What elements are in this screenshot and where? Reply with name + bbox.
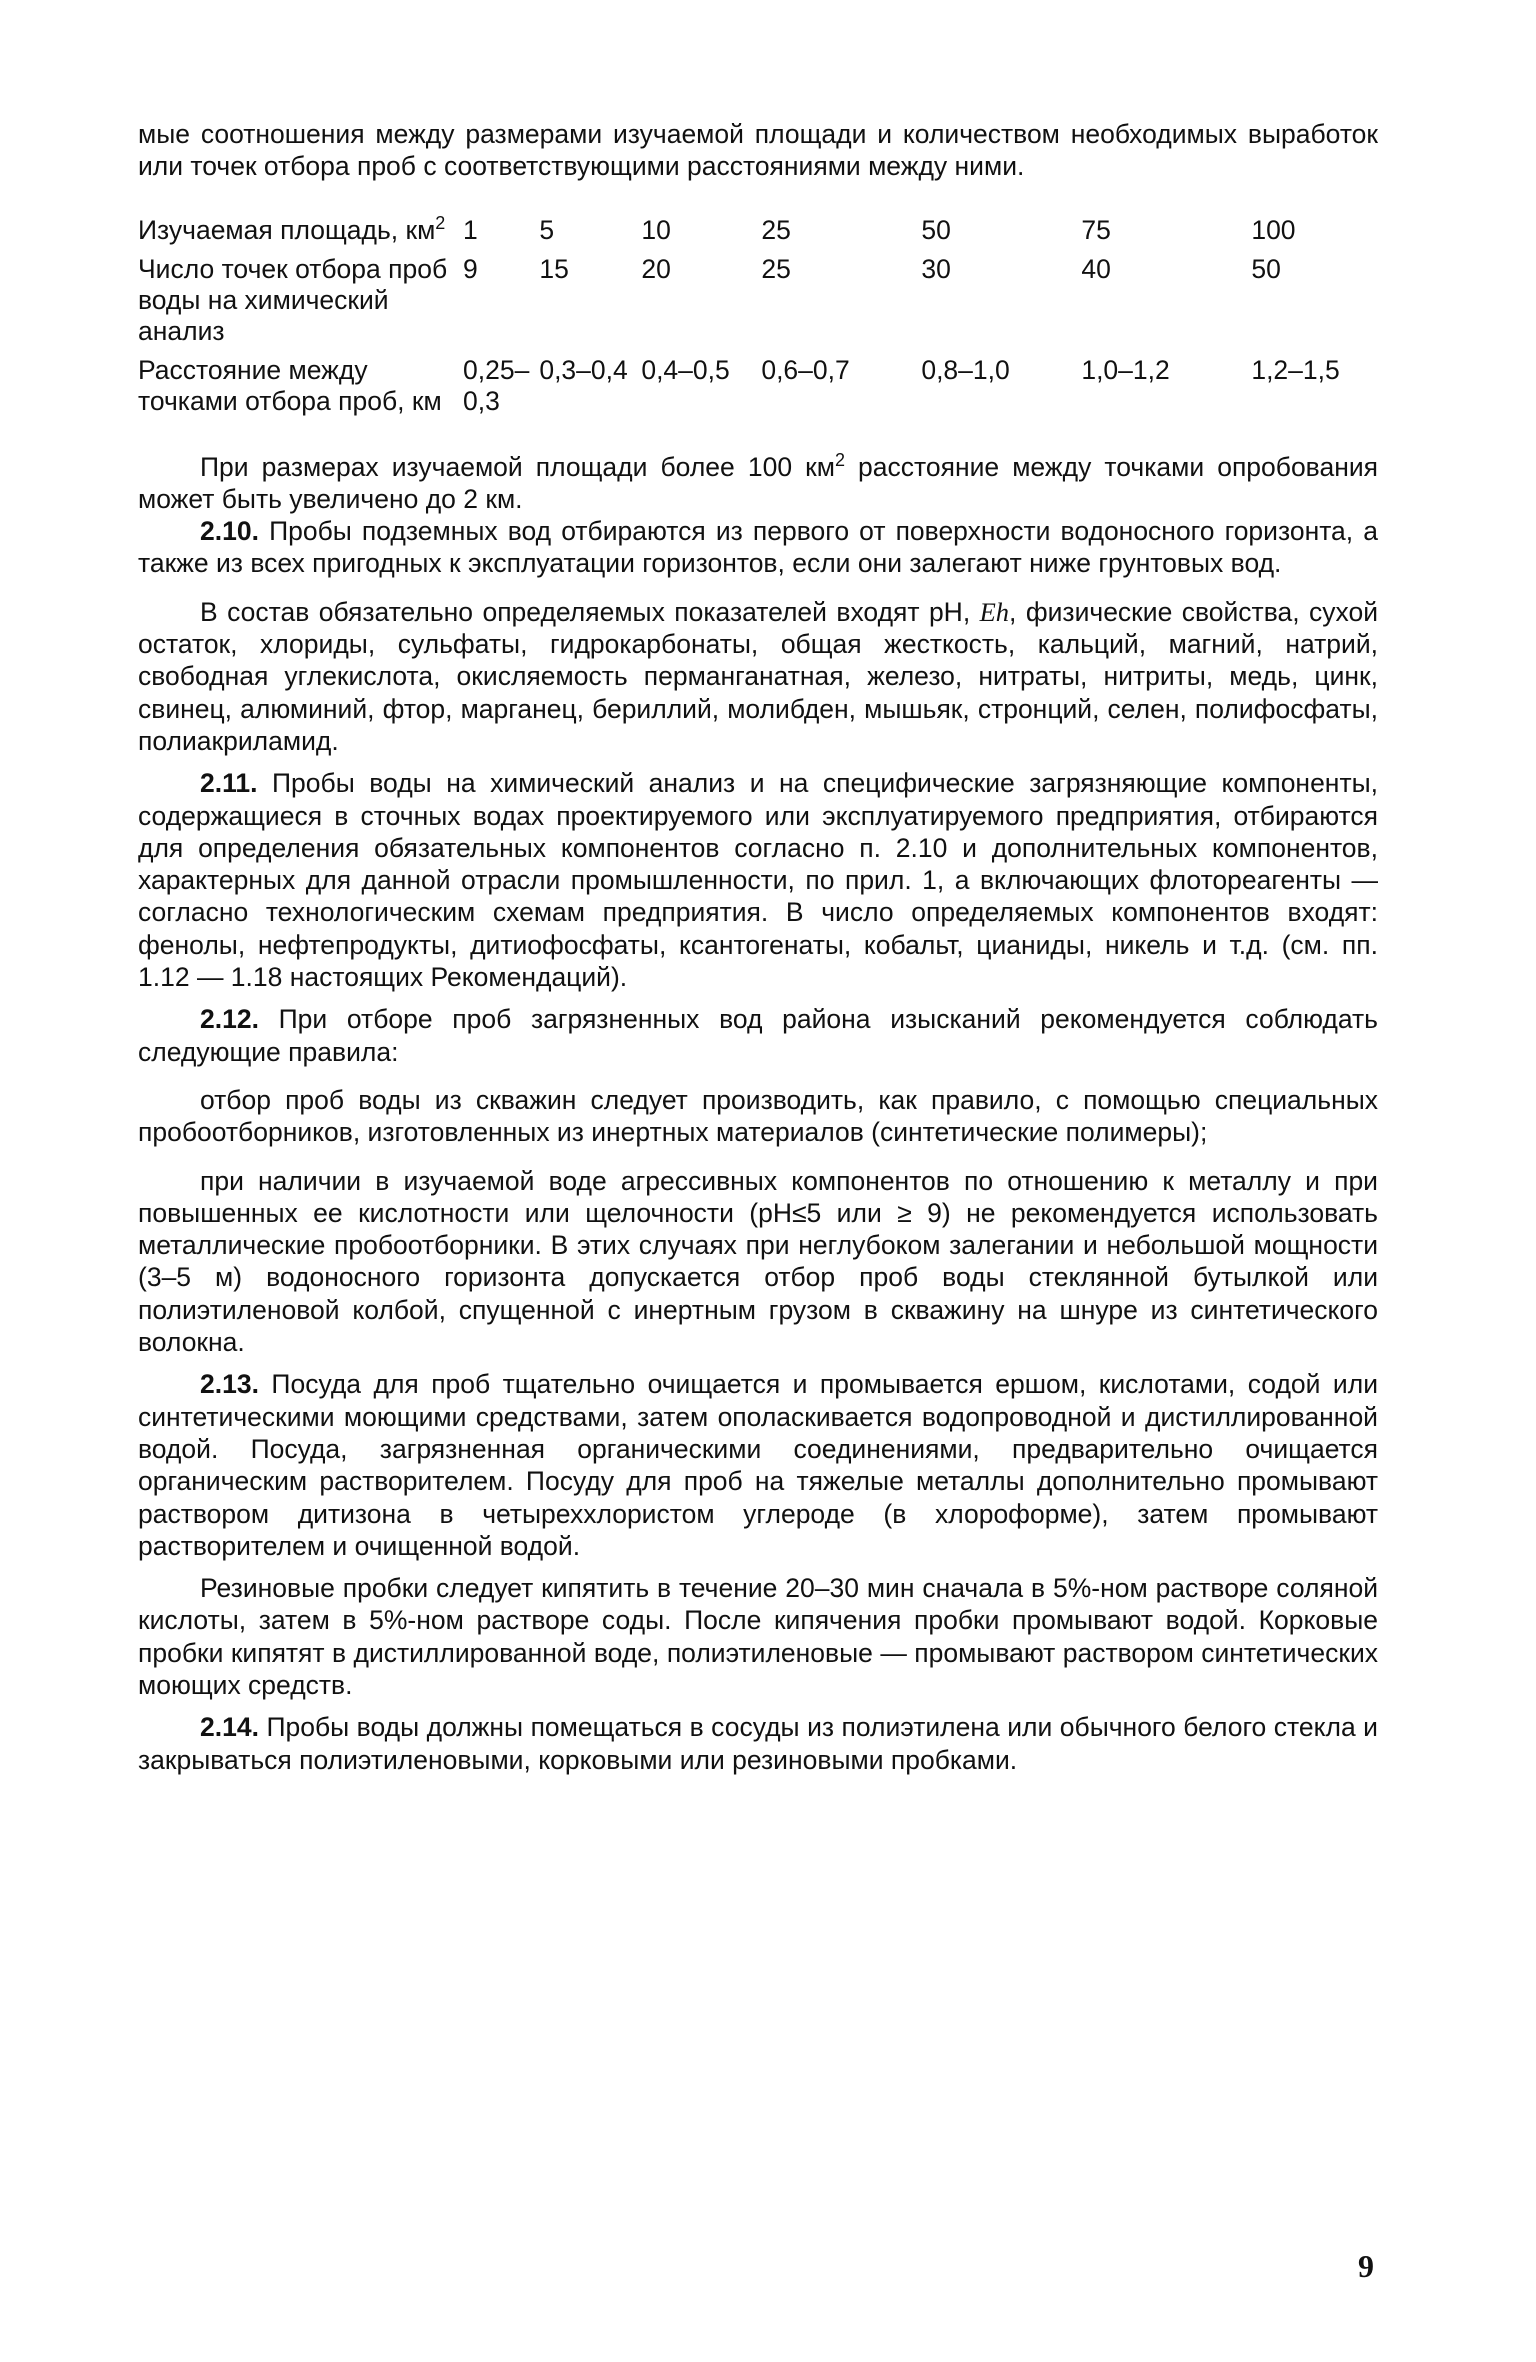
table-cell: 50	[1251, 253, 1281, 284]
section-number: 2.11.	[200, 768, 258, 799]
section-2-12: 2.12. При отборе проб загрязненных вод района изысканий рекомендуется соблюдать следующие правила:	[138, 1004, 1378, 1067]
table-cell: 1,0–1,2	[1081, 354, 1170, 385]
page-body	[138, 118, 1378, 1776]
intro-paragraph: мые соотношения между размерами изучаемой площади и количеством необходимых выработок или точек отбора проб с соответствующими расстояниями между ними.	[138, 119, 1378, 182]
paragraph-after-table: При размерах изучаемой площади более 100 $км^2$ расстояние между точками опробования может быть увеличено до 2 км.	[138, 449, 1378, 514]
section-2-13: 2.13. Посуда для проб тщательно очищается и промывается ершом, кислотами, содой или синтетическими моющими средствами, затем ополаскивается водопроводной и дистиллированной водой. Посуда, загрязненная органическими соединениями, предварительно очищается органическим растворителем. Посуду для проб на тяжелые металлы дополнительно промывают раствором дитизона в четыреххлористом углероде (в хлороформе), затем промывают растворителем и очищенной водой.	[138, 1369, 1378, 1561]
section-2-11: 2.11. Пробы воды на химический анализ и на специфические загрязняющие компоненты, содержащиеся в сточных водах проектируемого или эксплуатируемого предприятия, отбираются для определения обязательных компонентов согласно п. 2.10 и дополнительных компонентов, характерных для данной отрасли промышленности, по прил. 1, а включающих флотореагенты — согласно технологическим схемам предприятия. В число определяемых компонентов входят: фенолы, нефтепродукты, дитиофосфаты, ксантогенаты, кобальт, цианиды, никель и т.д. (см. пп. 1.12 — 1.18 настоящих Рекомендаций).	[138, 768, 1378, 993]
table-cell: 15	[539, 253, 569, 284]
section-number: 2.12.	[200, 1004, 259, 1035]
table-cell: 1	[463, 214, 478, 245]
table-cell: 0,25–0,3	[463, 354, 530, 416]
table-cell: 10	[641, 214, 671, 245]
table-cell: 30	[921, 253, 951, 284]
table-cell: 0,6–0,7	[761, 354, 850, 385]
table-cell: 100	[1251, 214, 1296, 245]
rule-paragraph-1: отбор проб воды из скважин следует производить, как правило, с помощью специальных пробоотборников, изготовленных из инертных материалов (синтетические полимеры);	[138, 1084, 1378, 1148]
section-number: 2.13.	[200, 1369, 259, 1400]
section-number: 2.10.	[200, 516, 259, 547]
table-cell: 50	[921, 214, 951, 245]
table-cell: 25	[761, 214, 791, 245]
row-label-distance: Расстояние между точками отбора проб, км	[138, 354, 442, 416]
section-number: 2.14.	[200, 1712, 259, 1743]
table-cell: 9	[463, 253, 478, 284]
table-cell: 75	[1081, 214, 1111, 245]
row-label-area: Изучаемая площадь, $км^2$	[138, 212, 446, 245]
section-2-10: 2.10. Пробы подземных вод отбираются из первого от поверхности водоносного горизонта, а также из всех пригодных к эксплуатации горизонтов, если они залегают ниже грунтовых вод.	[138, 516, 1378, 579]
table-cell: 20	[641, 253, 671, 284]
table-cell: 25	[761, 253, 791, 284]
page-number: 9	[1358, 2248, 1374, 2284]
paragraph-composition: В состав обязательно определяемых показателей входят pH, Eh, физические свойства, сухой остаток, хлориды, сульфаты, гидрокарбонаты, общая жесткость, кальций, магний, натрий, свободная углекислота, окисляемость перманганатная, железо, нитраты, нитриты, медь, цинк, свинец, алюминий, фтор, марганец, бериллий, молибден, мышьяк, стронций, селен, полифосфаты, полиакриламид.	[138, 596, 1378, 756]
paragraph-rubber-stoppers: Резиновые пробки следует кипятить в течение 20–30 мин сначала в 5%-ном растворе соляной кислоты, затем в 5%-ном растворе соды. После кипячения пробки промывают водой. Корковые пробки кипятят в дистиллированной воде, полиэтиленовые — промывают раствором синтетических моющих средств.	[138, 1573, 1378, 1700]
table-cell: 1,2–1,5	[1251, 354, 1340, 385]
section-2-14: 2.14. Пробы воды должны помещаться в сосуды из полиэтилена или обычного белого стекла и закрываться полиэтиленовыми, корковыми или резиновыми пробками.	[138, 1712, 1378, 1775]
distance-table	[138, 212, 1361, 417]
table-cell: 40	[1081, 253, 1111, 284]
table-row-area	[138, 215, 1361, 246]
table-cell: 0,3–0,4	[539, 354, 628, 385]
table-cell: 5	[539, 214, 555, 245]
row-label-points: Число точек отбора проб воды на химический анализ	[138, 253, 448, 346]
table-cell: 0,4–0,5	[641, 354, 730, 385]
rule-paragraph-2: при наличии в изучаемой воде агрессивных компонентов по отношению к металлу и при повышенных ее кислотности или щелочности (pH≤5 или ≥ 9) не рекомендуется использовать металлические пробоотборники. В этих случаях при неглубоком залегании и небольшой мощности (3–5 м) водоносного горизонта допускается отбор проб воды стеклянной бутылкой или полиэтиленовой колбой, спущенной с инертным грузом в скважину на шнуре из синтетического волокна.	[138, 1165, 1378, 1358]
table-row-points	[138, 246, 1361, 347]
table-cell: 0,8–1,0	[921, 354, 1010, 385]
eh-symbol: Eh	[979, 596, 1010, 627]
table-row-distance	[138, 347, 1361, 417]
